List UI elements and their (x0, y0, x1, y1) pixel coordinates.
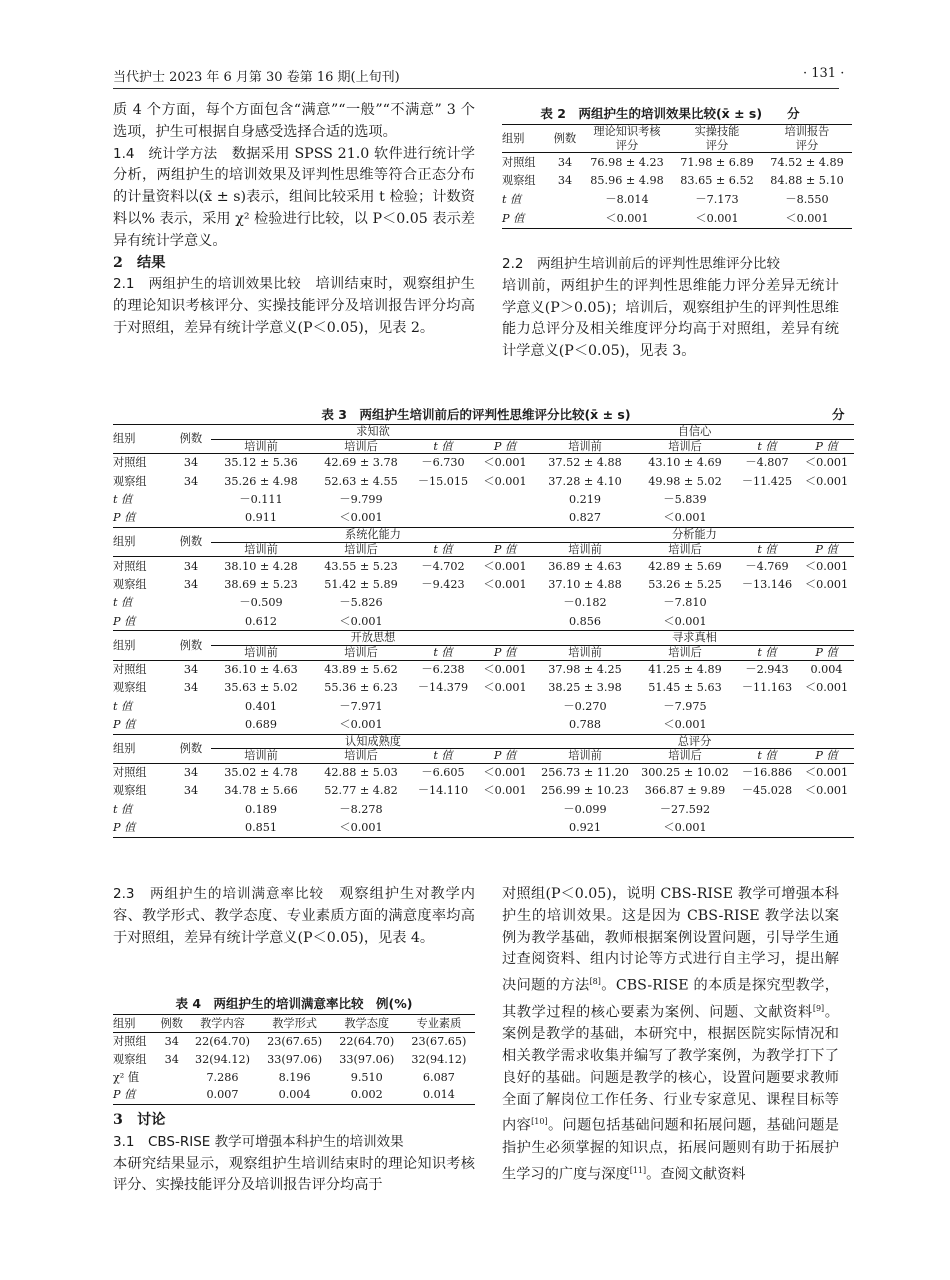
table-cell: －7.810 (663, 596, 707, 610)
table-cell: 34 (183, 784, 199, 798)
table-cell: －11.425 (741, 474, 793, 488)
table3-subheader (113, 439, 854, 454)
table-cell: ＜0.001 (483, 681, 527, 695)
table-cell: －6.238 (421, 662, 465, 676)
heading-results: 2 结果 (113, 254, 166, 271)
dimension-label: 认知成熟度 (211, 734, 535, 749)
paragraph: 质 4 个方面，每个方面包含“满意”“一般”“不满意” 3 个选项，护生可根据自身感受选择合适的选项。 (113, 102, 475, 140)
col-header: 培训前 (568, 542, 602, 556)
caption-text: 表 3 两组护生培训前后的评判性思维评分比较(x̄ ± s) (321, 407, 631, 422)
table-cell (171, 819, 211, 838)
table-cell: 对照组 (113, 765, 147, 779)
table-cell: －8.278 (339, 802, 383, 816)
table-cell: 37.52 ± 4.88 (548, 456, 622, 470)
col-header: 例数 (179, 535, 203, 549)
table-cell: 对照组 (113, 559, 147, 573)
table-cell: 0.911 (244, 511, 278, 525)
table-cell (411, 509, 475, 528)
col-header: P 值 (815, 542, 838, 556)
table-row (113, 819, 854, 838)
col-header: P 值 (815, 439, 838, 453)
paragraph: 培训前，两组护生的评判性思维能力评分差异无统计学意义(P＞0.05)；培训后，观察组护生的评判性思维能力总评分及相关维度评分均高于对照组，差异有统计学意义(P＜0.05)，见表 3。 (502, 277, 839, 360)
col-header: t 值 (433, 645, 453, 659)
table-cell (799, 697, 854, 716)
table-cell: 52.63 ± 4.55 (324, 474, 398, 488)
col-header: 组别 (113, 432, 136, 446)
table-cell: 35.02 ± 4.78 (224, 765, 298, 779)
table-cell: 0.921 (568, 820, 602, 834)
col-header: t 值 (757, 749, 777, 763)
col-header: t 值 (433, 439, 453, 453)
table-cell: 0.219 (568, 493, 602, 507)
table-cell: －45.028 (741, 784, 793, 798)
table-cell (799, 612, 854, 631)
table-cell: ＜0.001 (804, 765, 849, 779)
table-cell: －6.605 (421, 765, 465, 779)
table-cell: －7.975 (663, 699, 707, 713)
col-header: t 值 (433, 542, 453, 556)
table-row: P 值 ＜0.001 ＜0.001 ＜0.001 (502, 210, 852, 229)
table-cell: 0.401 (244, 699, 278, 713)
table-cell (475, 509, 535, 528)
citation[interactable]: [9] (812, 1003, 825, 1013)
table-cell: －0.099 (563, 802, 607, 816)
table-cell: 55.36 ± 6.23 (324, 681, 398, 695)
table-cell (411, 491, 475, 510)
dimension-label: 分析能力 (535, 528, 854, 543)
caption-unit: 分 (787, 106, 800, 121)
table-row: 对照组 34 76.98 ± 4.23 71.98 ± 6.89 74.52 ± 4.89 (502, 155, 844, 169)
section-title: 2.1 两组护生的培训效果比较 (113, 276, 301, 293)
section-title: 1.4 统计学方法 (113, 145, 218, 162)
table-cell: t 值 (113, 596, 133, 610)
paragraph: 观察组护生对教学内容、教学形式、教学态度、专业素质方面的满意度率均高于对照组，差异有统计学意义(P＜0.05)，见表 4。 (113, 886, 475, 946)
dimension-label: 寻求真相 (535, 631, 854, 646)
table-cell: ＜0.001 (804, 577, 849, 591)
table-row (113, 660, 854, 679)
table-cell: 38.25 ± 3.98 (548, 681, 622, 695)
table-header: 组别 例数 教学内容 教学形式 教学态度 专业素质 (113, 1015, 475, 1033)
table-cell: 对照组 (113, 662, 147, 676)
table-cell (171, 697, 211, 716)
dimension-label: 自信心 (535, 425, 854, 440)
section-2-3 (113, 884, 475, 949)
table-cell: ＜0.001 (483, 474, 527, 488)
header-rule (113, 88, 839, 89)
table3 (113, 424, 854, 838)
table-row (113, 716, 854, 735)
table-cell: 43.55 ± 5.23 (324, 559, 398, 573)
col-header: P 值 (493, 645, 517, 659)
col-header: 培训后 (344, 749, 378, 763)
table-cell: ＜0.001 (339, 820, 383, 834)
table-cell: ＜0.001 (339, 511, 383, 525)
col-header: P 值 (493, 439, 517, 453)
table-cell: 0.189 (244, 802, 278, 816)
table-cell: 34 (183, 577, 199, 591)
col-header: 培训前 (568, 749, 602, 763)
col-header: 理论知识考核 评分 (593, 125, 661, 152)
citation[interactable]: [8] (589, 977, 601, 987)
table-row: 观察组 34 85.96 ± 4.98 83.65 ± 6.52 84.88 ± 5.10 (502, 174, 844, 188)
col-header: 例数 (553, 131, 577, 145)
page-number: · 131 · (803, 66, 845, 81)
table-cell (411, 800, 475, 819)
table-cell: 256.73 ± 11.20 (541, 765, 629, 779)
citation[interactable]: [11] (629, 1165, 647, 1175)
table-row (113, 800, 854, 819)
table-cell: ＜0.001 (663, 511, 707, 525)
left-column-top (113, 100, 475, 340)
table-cell (735, 697, 799, 716)
table-row (113, 594, 854, 613)
col-header: 培训后 (668, 749, 702, 763)
table-cell: 观察组 (113, 474, 147, 488)
table-cell: －14.110 (417, 784, 469, 798)
col-header: 例数 (179, 432, 203, 446)
table-cell: 43.10 ± 4.69 (648, 456, 722, 470)
table-cell (735, 509, 799, 528)
table-cell (799, 594, 854, 613)
table-cell (475, 594, 535, 613)
table-cell (475, 612, 535, 631)
table3-subheader (113, 542, 854, 557)
col-header: 组别 (113, 638, 136, 652)
section-title: 3.1 CBS-RISE 教学可增强本科护生的培训效果 (113, 1133, 404, 1150)
table-cell (475, 800, 535, 819)
right-column-bottom (502, 884, 839, 1186)
table-row (113, 557, 854, 576)
table-cell: P 值 (113, 717, 136, 731)
paragraph: 培训结束时，观察组护生的理论知识考核评分、实操技能评分及培训报告评分均高于对照组，差异有统计学意义(P＜0.05)，见表 2。 (113, 276, 475, 336)
table-cell: 0.004 (810, 662, 843, 676)
table-cell: 0.788 (568, 717, 602, 731)
right-column-top (502, 254, 839, 363)
table-cell: 36.89 ± 4.63 (548, 559, 622, 573)
table3-unit: 分 (832, 407, 845, 422)
table-cell: 0.827 (568, 511, 602, 525)
table3-group-header (113, 425, 854, 440)
table-row: 对照组 34 22(64.70) 23(67.65) 22(64.70) 23(67.65) (113, 1034, 467, 1048)
table-cell: －15.015 (417, 474, 469, 488)
table-cell: －2.943 (745, 662, 789, 676)
table-cell: －9.799 (339, 493, 383, 507)
col-header: t 值 (433, 749, 453, 763)
table-cell (735, 491, 799, 510)
table-cell: P 值 (113, 511, 136, 525)
table-cell: －6.730 (421, 456, 465, 470)
table2-caption (500, 104, 840, 122)
section-1-4 (113, 144, 475, 253)
table-cell: 43.89 ± 5.62 (324, 662, 398, 676)
table-cell: ＜0.001 (804, 784, 849, 798)
table-cell (171, 491, 211, 510)
table-cell: 0.689 (244, 717, 278, 731)
table-cell: 38.69 ± 5.23 (224, 577, 298, 591)
table-cell: －0.182 (563, 596, 607, 610)
table-cell: ＜0.001 (483, 559, 527, 573)
table-cell (475, 716, 535, 735)
col-header: 组别 (113, 535, 136, 549)
paragraph: 数据采用 SPSS 21.0 软件进行统计学分析，两组护生的培训效果及评判性思维等符合正态分布的计量资料以(x̄ ± s)表示，组间比较采用 t 检验；计数资料以% 表示，采用 χ² 检验进行比较，以 P＜0.05 表示差异有统计学意义。 (113, 145, 475, 249)
col-header: 培训后 (668, 645, 702, 659)
col-header: 组别 (113, 741, 136, 755)
table-cell (171, 800, 211, 819)
table-cell: ＜0.001 (483, 456, 527, 470)
heading-discussion: 3 讨论 (113, 1112, 166, 1128)
table-cell: －4.769 (745, 559, 789, 573)
table4-caption: 表 4 两组护生的培训满意率比较 例(%) (175, 996, 413, 1011)
table-cell: －5.839 (663, 493, 707, 507)
table3-subheader (113, 749, 854, 764)
table3-group-header (113, 631, 854, 646)
table-cell (411, 612, 475, 631)
table3-group-header (113, 734, 854, 749)
table-cell: 35.63 ± 5.02 (224, 681, 298, 695)
table-cell: 41.25 ± 4.89 (648, 662, 722, 676)
table-cell (411, 697, 475, 716)
table-row (113, 612, 854, 631)
table-cell: －0.509 (239, 596, 283, 610)
section-2-1 (113, 274, 475, 339)
table-cell: －4.702 (421, 559, 465, 573)
table-row: P 值 0.007 0.004 0.002 0.014 (113, 1087, 475, 1105)
table-cell: 34.78 ± 5.66 (224, 784, 298, 798)
table-cell: ＜0.001 (339, 614, 383, 628)
table-cell (735, 819, 799, 838)
table-cell (411, 594, 475, 613)
table-cell: 42.69 ± 3.78 (324, 456, 398, 470)
table-cell: ＜0.001 (483, 577, 527, 591)
table-cell (799, 509, 854, 528)
table-cell: －0.111 (239, 493, 283, 507)
table-row: 观察组 34 32(94.12) 33(97.06) 33(97.06) 32(94.12) (113, 1052, 467, 1066)
col-header: 培训前 (244, 439, 278, 453)
table-cell (171, 509, 211, 528)
table-cell: ＜0.001 (483, 765, 527, 779)
table-cell: －27.592 (659, 802, 711, 816)
table-cell: ＜0.001 (663, 614, 707, 628)
table-cell (735, 716, 799, 735)
table-cell: 37.98 ± 4.25 (548, 662, 622, 676)
col-header: 培训后 (344, 542, 378, 556)
table-cell (735, 612, 799, 631)
col-header: t 值 (757, 439, 777, 453)
table-cell: 366.87 ± 9.89 (644, 784, 726, 798)
table-cell (799, 491, 854, 510)
table-cell (411, 716, 475, 735)
table-cell: 观察组 (113, 681, 147, 695)
table-cell: －11.163 (741, 681, 793, 695)
table-cell (411, 819, 475, 838)
table-cell: 34 (183, 456, 199, 470)
dimension-label: 总评分 (535, 734, 854, 749)
table-cell: 37.10 ± 4.88 (548, 577, 622, 591)
table-row (113, 509, 854, 528)
table-cell (735, 800, 799, 819)
table-cell: 51.42 ± 5.89 (324, 577, 398, 591)
col-header: t 值 (757, 542, 777, 556)
left-column-discussion (113, 1110, 475, 1197)
table-cell: －16.886 (741, 765, 793, 779)
col-header: 培训前 (568, 439, 602, 453)
table-cell (799, 716, 854, 735)
dimension-label: 系统化能力 (211, 528, 535, 543)
table-cell: t 值 (113, 802, 133, 816)
table-cell: 37.28 ± 4.10 (548, 474, 622, 488)
running-header: 当代护士 2023 年 6 月第 30 卷第 16 期(上旬刊) (113, 70, 400, 85)
table-cell (799, 819, 854, 838)
table-cell: －7.971 (339, 699, 383, 713)
dimension-label: 开放思想 (211, 631, 535, 646)
table-cell: 51.45 ± 5.63 (648, 681, 722, 695)
col-header: 培训报告 评分 (784, 125, 830, 152)
col-header: t 值 (757, 645, 777, 659)
table-cell: 对照组 (113, 456, 147, 470)
table-cell: 36.10 ± 4.63 (224, 662, 298, 676)
table-cell: －14.379 (417, 681, 469, 695)
table3-group-header (113, 528, 854, 543)
table2 (502, 124, 852, 229)
table-cell: 256.99 ± 10.23 (541, 784, 629, 798)
table-cell: ＜0.001 (663, 717, 707, 731)
col-header: 例数 (179, 638, 203, 652)
table-cell (171, 594, 211, 613)
table-cell: ＜0.001 (804, 456, 849, 470)
table4 (113, 1014, 475, 1105)
table-cell: P 值 (113, 614, 136, 628)
table-cell: －0.270 (563, 699, 607, 713)
table-row (113, 697, 854, 716)
table-cell: 49.98 ± 5.02 (648, 474, 722, 488)
table-cell: －13.146 (741, 577, 793, 591)
paragraph: 对照组(P＜0.05)，说明 CBS-RISE 教学可增强本科护生的培训效果。这是因为 CBS-RISE 教学法以案例为教学基础，教师根据案例设置问题，引导学生通过查阅资料、组内讨论等方式进行自主学习，提出解决问题的方法[8]。CBS-RISE 的本质是探究型教学，其教学过程的核心要素为案例、问题、文献资料[9]。案例是教学的基础，本研究中，根据医院实际情况和相关教学需求收集并编写了教学案例，为教学打下了良好的基础。问题是教学的核心，设置问题要求教师全面了解岗位工作任务、行业专家意见、课程目标等内容[10]。问题包括基础问题和拓展问题，基础问题是指护生必须掌握的知识点，拓展问题则有助于拓展护生学习的广度与深度[11]。查阅文献资料 (502, 886, 839, 1183)
table-cell (735, 594, 799, 613)
table-cell: 0.856 (568, 614, 602, 628)
table-cell (171, 716, 211, 735)
table-cell: 52.77 ± 4.82 (324, 784, 398, 798)
col-header: 例数 (179, 741, 203, 755)
table-cell: ＜0.001 (804, 474, 849, 488)
col-header: 培训前 (244, 749, 278, 763)
table-cell: 42.88 ± 5.03 (324, 765, 398, 779)
col-header: 培训后 (668, 542, 702, 556)
table-cell: t 值 (113, 493, 133, 507)
table-cell: 42.89 ± 5.69 (648, 559, 722, 573)
table-cell: 300.25 ± 10.02 (641, 765, 729, 779)
col-header: 培训前 (244, 645, 278, 659)
table3-subheader (113, 645, 854, 660)
table-cell: －4.807 (745, 456, 789, 470)
col-header: 培训后 (344, 645, 378, 659)
table-cell: ＜0.001 (804, 559, 849, 573)
left-column-bottom (113, 884, 475, 949)
table-cell: ＜0.001 (483, 784, 527, 798)
col-header: 培训前 (244, 542, 278, 556)
col-header: P 值 (493, 749, 517, 763)
table-cell: ＜0.001 (663, 820, 707, 834)
table-cell: 34 (183, 681, 199, 695)
table-cell (171, 612, 211, 631)
section-title: 2.3 两组护生的培训满意率比较 (113, 886, 325, 902)
table-row (113, 782, 854, 801)
table-cell: 35.26 ± 4.98 (224, 474, 298, 488)
table-cell: 35.12 ± 5.36 (224, 456, 298, 470)
table-cell: 34 (183, 662, 199, 676)
table-cell: ＜0.001 (483, 662, 527, 676)
table-cell: ＜0.001 (804, 681, 849, 695)
dimension-label: 求知欲 (211, 425, 535, 440)
table-cell: －9.423 (421, 577, 465, 591)
col-header: P 值 (493, 542, 517, 556)
section-title: 2.2 两组护生培训前后的评判性思维评分比较 (502, 256, 780, 272)
paragraph: 本研究结果显示，观察组护生培训结束时的理论知识考核评分、实操技能评分及培训报告评分均高于 (113, 1155, 475, 1194)
table-cell: 34 (183, 765, 199, 779)
table-cell: －5.826 (339, 596, 383, 610)
citation[interactable]: [10] (531, 1117, 548, 1127)
col-header: 组别 (502, 131, 525, 145)
table-cell (475, 697, 535, 716)
table-row (113, 472, 854, 491)
col-header: 实操技能 评分 (694, 125, 740, 152)
table-row (113, 454, 854, 473)
col-header: 培训前 (568, 645, 602, 659)
table-cell: 0.851 (244, 820, 278, 834)
table-row: t 值 －8.014 －7.173 －8.550 (502, 193, 829, 207)
col-header: 培训后 (668, 439, 702, 453)
col-header: P 值 (815, 645, 838, 659)
col-header: P 值 (815, 749, 838, 763)
table-cell: 34 (183, 474, 199, 488)
table-cell: 观察组 (113, 577, 147, 591)
col-header: 培训后 (344, 439, 378, 453)
table-cell: 34 (183, 559, 199, 573)
table-cell: P 值 (113, 820, 136, 834)
table-cell: t 值 (113, 699, 133, 713)
table-cell (799, 800, 854, 819)
table-cell (475, 819, 535, 838)
table-row (113, 491, 854, 510)
table-cell (475, 491, 535, 510)
table-cell: ＜0.001 (339, 717, 383, 731)
table-row (113, 763, 854, 782)
table-cell: 53.26 ± 5.25 (648, 577, 722, 591)
caption-text: 表 2 两组护生的培训效果比较(x̄ ± s) (540, 106, 763, 121)
table-row: χ² 值 7.286 8.196 9.510 6.087 (113, 1070, 455, 1084)
table-cell: 0.612 (244, 614, 278, 628)
table-row (113, 679, 854, 698)
table-cell: 38.10 ± 4.28 (224, 559, 298, 573)
table3-caption (113, 405, 839, 423)
table-cell: 观察组 (113, 784, 147, 798)
table-row (113, 575, 854, 594)
